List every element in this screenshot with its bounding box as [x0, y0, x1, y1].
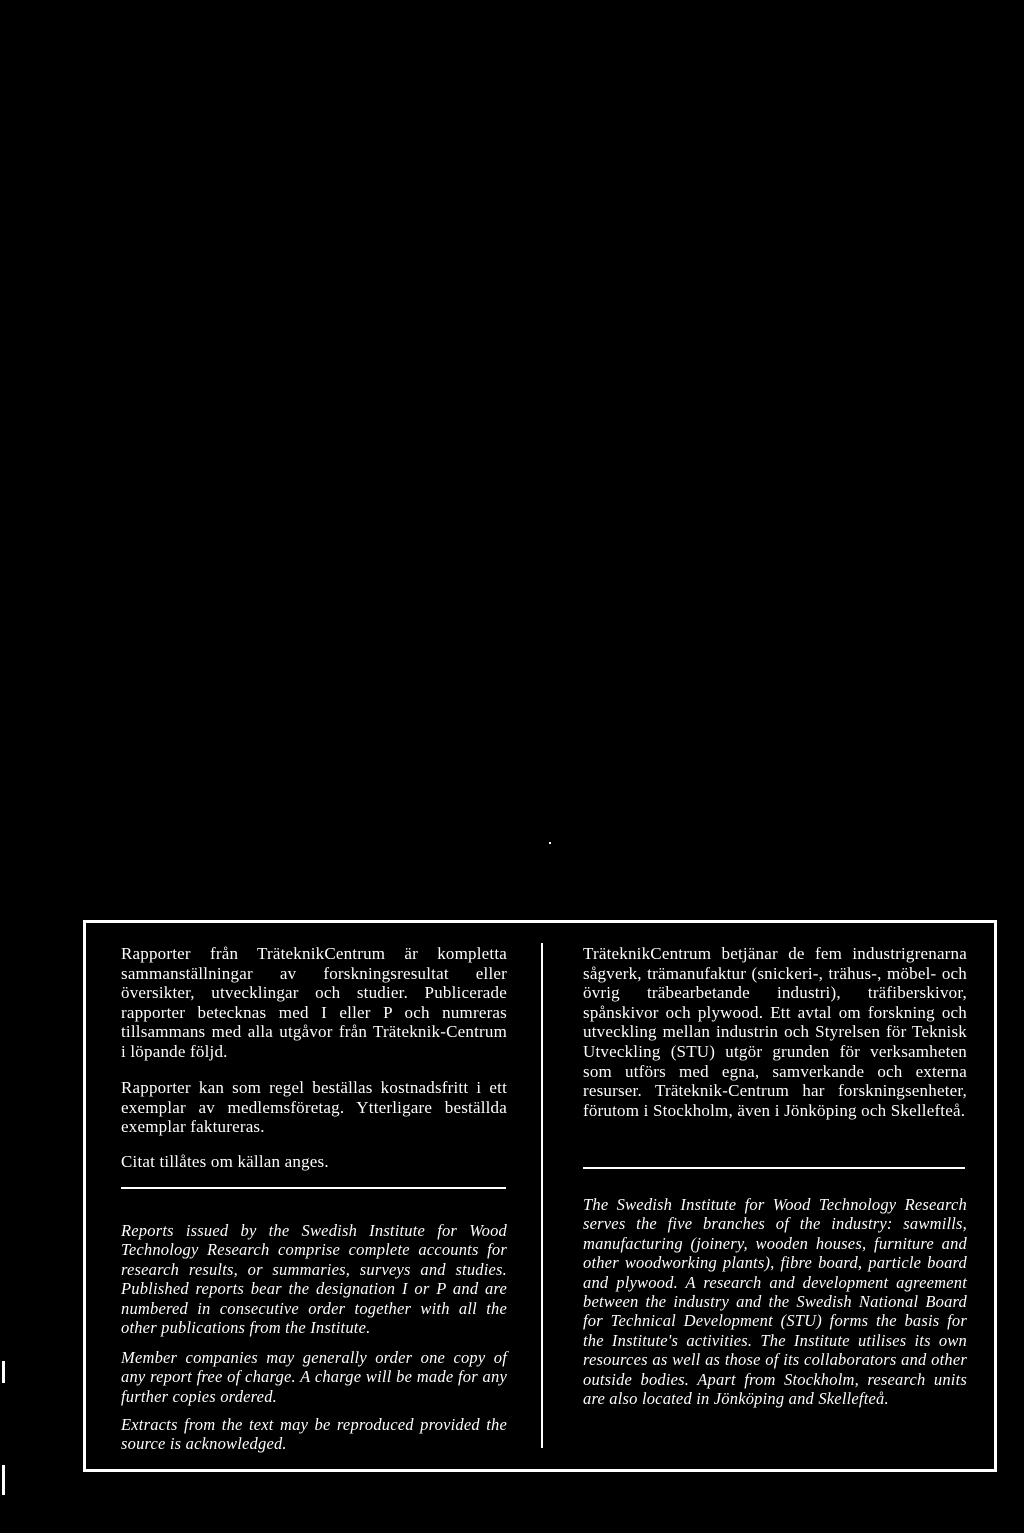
- column-divider: [541, 943, 543, 1448]
- info-box: [83, 920, 997, 1472]
- swedish-institute-description: TräteknikCentrum betjänar de fem industrigrenarna sågverk, trämanufaktur (snickeri-, trähus-, möbel- och övrig träbearbetande industri), träfiberskivor, spånskivor och plywood. Ett avtal om forskning och utveckling mellan industrin och Styrelsen för Teknisk Utveckling (STU) utgör grunden för verksamheten som utförs med egna, samverkande och externa resurser. Träteknik-Centrum har forskningsenheter, förutom i Stockholm, även i Jönköping och Skellefteå.: [583, 944, 967, 1120]
- scan-speck: [549, 842, 551, 844]
- swedish-ordering-info: Rapporter kan som regel beställas kostnadsfritt i ett exemplar av medlemsföretag. Ytterligare beställda exemplar faktureras.: [121, 1078, 507, 1137]
- scan-speck: [2, 1361, 5, 1383]
- english-institute-description: The Swedish Institute for Wood Technology Research serves the five branches of the industry: sawmills, manufacturing (joinery, wooden houses, furniture and other woodworking plants), fibre board, particle board and plywood. A research and development agreement between the industry and the Swedish National Board for Technical Development (STU) forms the basis for the Institute's activities. The Institute utilises its own resources as well as those of its collaborators and other outside bodies. Apart from Stockholm, research units are also located in Jönköping and Skellefteå.: [583, 1195, 967, 1409]
- swedish-citation-note: Citat tillåtes om källan anges.: [121, 1152, 329, 1171]
- left-column-rule: [121, 1187, 506, 1189]
- right-column-rule: [583, 1167, 965, 1169]
- english-citation-note: Extracts from the text may be reproduced provided the source is acknowledged.: [121, 1415, 507, 1454]
- scan-speck: [2, 1465, 5, 1495]
- english-ordering-info: Member companies may generally order one copy of any report free of charge. A charge will be made for any further copies ordered.: [121, 1348, 507, 1406]
- english-report-description: Reports issued by the Swedish Institute for Wood Technology Research comprise complete accounts for research results, or summaries, surveys and studies. Published reports bear the designation I or P and are numbered in consecutive order together with all the other publications from the Institute.: [121, 1221, 507, 1338]
- swedish-report-description: Rapporter från TräteknikCentrum är kompletta sammanställningar av forskningsresultat eller översikter, utvecklingar och studier. Publicerade rapporter betecknas med I eller P och numreras tillsammans med alla utgåvor från Träteknik-Centrum i löpande följd.: [121, 944, 507, 1061]
